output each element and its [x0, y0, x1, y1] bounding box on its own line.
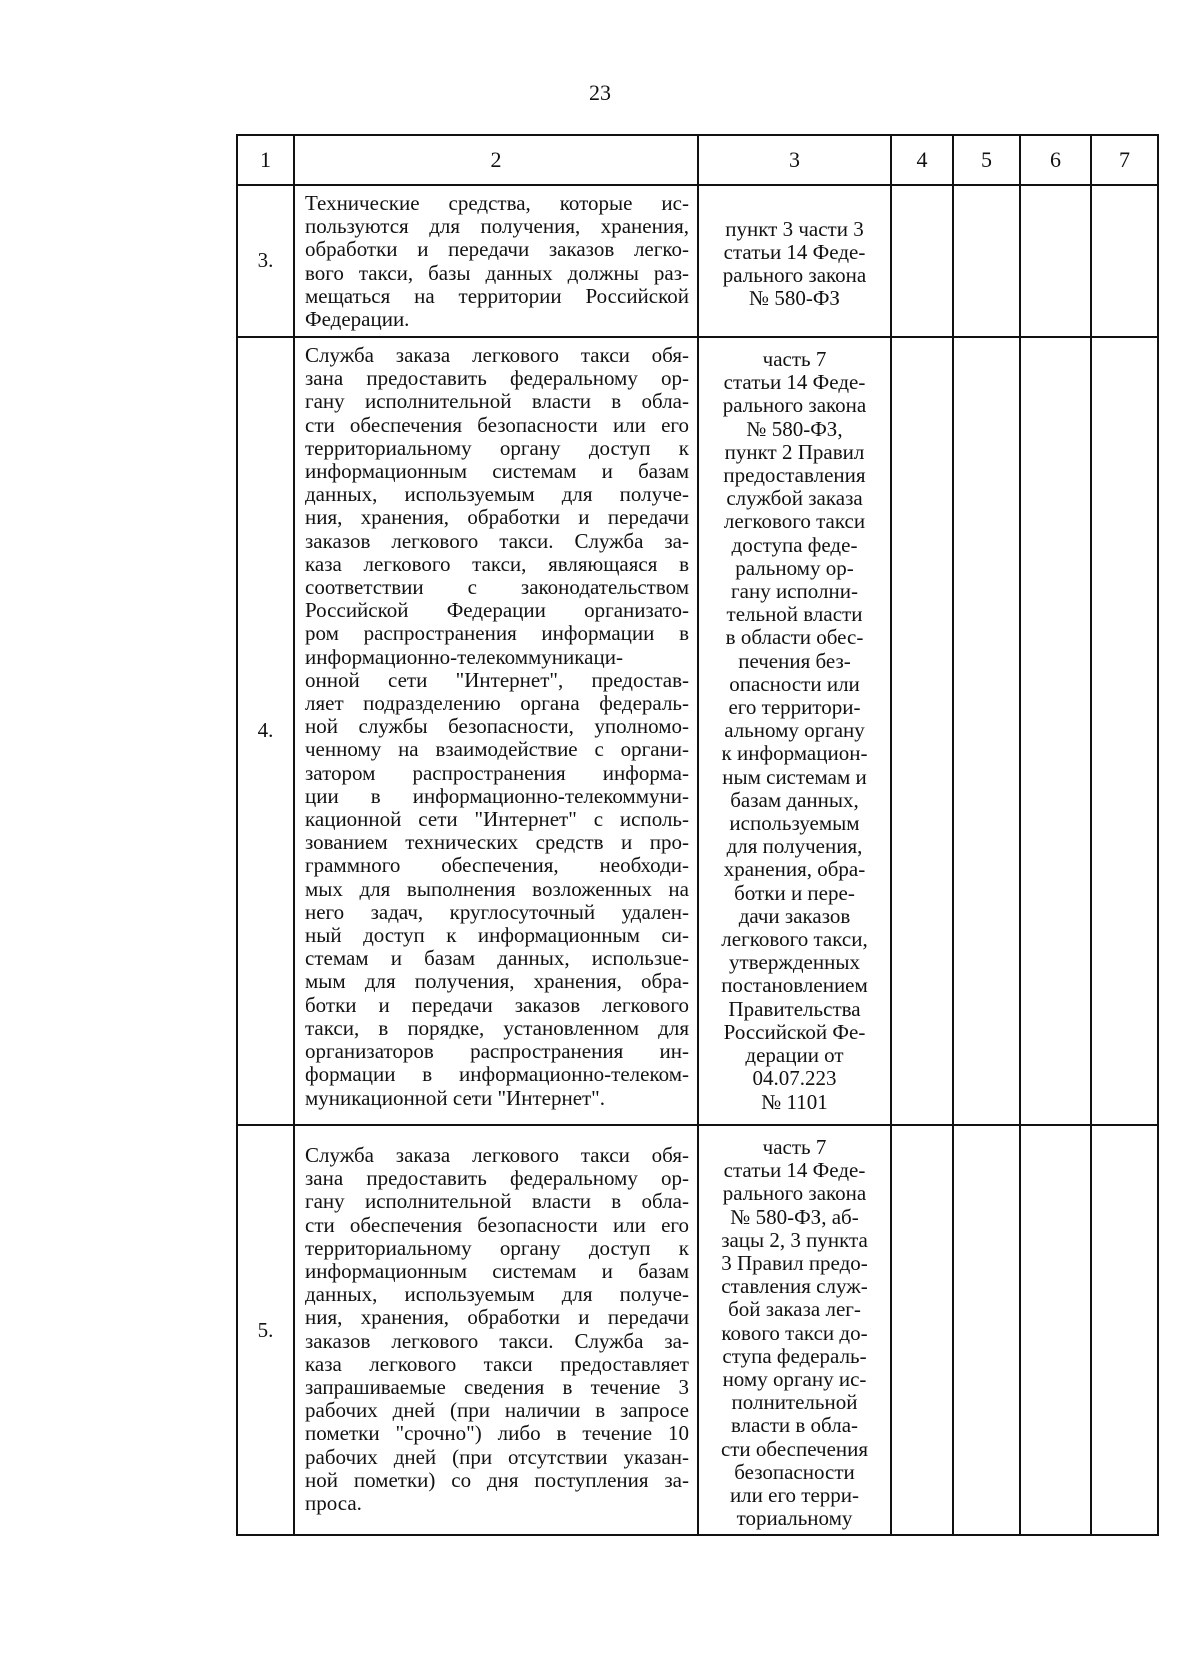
text-line: зана предоставить федеральному ор-	[305, 1166, 689, 1191]
text-line: ной пометки) со дня поступления за-	[305, 1467, 689, 1492]
text-line: каза легкового такси предоставляет	[305, 1351, 689, 1376]
empty-cell	[1020, 337, 1091, 1125]
text-line: доступа феде-	[731, 532, 858, 557]
text-line: ной службы безопасности, уполномо-	[305, 714, 689, 739]
text-line: к информацион-	[721, 741, 868, 766]
text-line: утвержденных	[729, 950, 860, 975]
empty-cell	[891, 337, 953, 1125]
text-line: рального закона	[722, 393, 867, 418]
text-line: используемым	[729, 811, 860, 836]
text-line: статьи 14 Феде-	[723, 1158, 866, 1183]
text-line: его территори-	[728, 695, 861, 720]
text-line: Правительства	[728, 996, 861, 1021]
text-line: Технические средства, которые ис-	[305, 191, 689, 215]
text-line: Федерации.	[305, 307, 410, 332]
text-line: формации в информационно-телеком-	[305, 1062, 689, 1087]
text-line: № 580-ФЗ	[749, 286, 840, 311]
text-line: часть 7	[762, 1135, 827, 1159]
text-line: 3 Правил предо-	[721, 1251, 868, 1276]
text-line: пометки "срочно") либо в течение 10	[305, 1421, 689, 1446]
text-line: 04.07.223	[752, 1066, 837, 1091]
text-line: Служба заказа легкового такси обя-	[305, 343, 689, 367]
text-line: мым для получения, хранения, обра-	[305, 969, 689, 994]
text-line: пользуются для получения, хранения,	[305, 214, 689, 239]
text-line: ступа федераль-	[722, 1343, 867, 1368]
text-line: Российской Фе-	[723, 1019, 866, 1044]
text-line: информационно-телекоммуникаци-	[305, 644, 623, 669]
text-line: безопасности	[734, 1459, 855, 1484]
text-line: ному органу ис-	[722, 1367, 867, 1392]
text-line: каза легкового такси, являющаяся в	[305, 551, 689, 576]
text-line: Служба заказа легкового такси обя-	[305, 1143, 689, 1167]
text-line: дерации от	[745, 1043, 844, 1068]
text-line: рального закона	[722, 1181, 867, 1206]
text-line: ный доступ к информационным си-	[305, 923, 689, 948]
table-row	[237, 337, 1158, 1125]
empty-cell	[1091, 1125, 1158, 1535]
text-line: часть 7	[762, 347, 827, 371]
text-line: ставления служ-	[721, 1274, 868, 1299]
empty-cell	[953, 185, 1020, 337]
text-line: ния, хранения, обработки и передачи	[305, 1305, 689, 1330]
text-line: заказов легкового такси. Служба за-	[305, 1328, 689, 1353]
text-line: ром распространения информации в	[305, 621, 689, 646]
text-line: полнительной	[731, 1390, 858, 1415]
text-line: кационной сети "Интернет" с исполь-	[305, 807, 689, 832]
text-line: соответствии с законодательством	[305, 575, 689, 600]
text-line: сти обеспечения безопасности или его	[305, 412, 689, 437]
requirement-text	[294, 337, 698, 1125]
text-line: данных, используемым для получе-	[305, 1282, 689, 1307]
text-line: хранения, обра-	[723, 857, 866, 882]
table-row	[237, 1125, 1158, 1535]
text-line: рабочих дней (при наличии в запросе	[305, 1398, 689, 1423]
text-line: в области обес-	[725, 625, 864, 650]
column-header: 4	[891, 135, 953, 185]
empty-cell	[1020, 185, 1091, 337]
text-line: печения без-	[738, 648, 851, 673]
text-line: проса.	[305, 1491, 362, 1516]
text-line: заказов легкового такси. Служба за-	[305, 528, 689, 553]
text-line: ции в информационно-телекоммуни-	[305, 783, 689, 808]
text-line: легкового такси	[723, 509, 866, 534]
text-line: зацы 2, 3 пункта	[721, 1227, 868, 1252]
empty-cell	[953, 1125, 1020, 1535]
text-line: альному органу	[724, 718, 865, 743]
text-line: стемам и базам данных, использue-	[305, 946, 689, 971]
text-line: информационным системам и базам	[305, 1259, 689, 1284]
text-line: предоставления	[723, 463, 866, 488]
text-line: запрашиваемые сведения в течение 3	[305, 1375, 689, 1400]
text-line: или его терри-	[729, 1483, 860, 1508]
empty-cell	[891, 1125, 953, 1535]
text-line: рального закона	[722, 263, 867, 287]
text-line: пункт 3 части 3	[725, 216, 864, 241]
text-line: территориальному органу доступ к	[305, 1235, 689, 1260]
text-line: ния, хранения, обработки и передачи	[305, 505, 689, 530]
text-line: информационным системам и базам	[305, 459, 689, 484]
text-line: гану исполнительной власти в обла-	[305, 1189, 689, 1214]
requirements-table	[236, 134, 1159, 1536]
text-line: кового такси до-	[721, 1320, 868, 1345]
row-number: 5.	[237, 1125, 294, 1535]
text-line: граммного обеспечения, необходи-	[305, 853, 689, 878]
text-line: легкового такси,	[721, 927, 868, 952]
text-line: опасности или	[729, 671, 860, 696]
legal-reference	[698, 337, 891, 1125]
text-line: мых для выполнения возложенных на	[305, 876, 689, 901]
text-line: статьи 14 Феде-	[723, 239, 866, 264]
text-line: онной сети "Интернет", предостав-	[305, 667, 689, 692]
text-line: муникационной сети "Интернет".	[305, 1085, 606, 1110]
row-number: 4.	[237, 337, 294, 1125]
page-number: 23	[589, 80, 611, 105]
text-line: затором распространения информа-	[305, 760, 689, 785]
text-line: территориальному органу доступ к	[305, 435, 689, 460]
empty-cell	[1091, 185, 1158, 337]
column-header: 5	[953, 135, 1020, 185]
text-line: ляет подразделению органа федераль-	[305, 691, 689, 716]
text-line: пункт 2 Правил	[724, 439, 865, 464]
text-line: организаторов распространения ин-	[305, 1039, 689, 1064]
text-line: гану исполнительной власти в обла-	[305, 389, 689, 414]
text-line: обработки и передачи заказов легко-	[305, 237, 689, 262]
text-line: дачи заказов	[738, 903, 851, 928]
legal-reference	[698, 185, 891, 337]
text-line: тельной власти	[726, 602, 863, 627]
text-line: сти обеспечения	[720, 1436, 869, 1461]
text-line: ченному на взаимодействие с органи-	[305, 737, 689, 762]
text-line: такси, в порядке, установленном для	[305, 1015, 689, 1040]
text-line: ральному ор-	[735, 555, 854, 580]
text-line: ным системам и	[722, 764, 867, 789]
text-line: рабочих дней (при отсутствии указан-	[305, 1444, 689, 1469]
text-line: власти в обла-	[730, 1413, 859, 1438]
empty-cell	[953, 337, 1020, 1125]
requirement-text	[294, 185, 698, 337]
text-line: постановлением	[721, 973, 868, 998]
text-line: № 1101	[761, 1089, 828, 1114]
text-line: ботки и пере-	[734, 880, 855, 905]
row-number: 3.	[237, 185, 294, 337]
empty-cell	[1091, 337, 1158, 1125]
column-header: 6	[1020, 135, 1091, 185]
empty-cell	[891, 185, 953, 337]
text-line: для получения,	[726, 834, 863, 859]
column-header: 3	[698, 135, 891, 185]
text-line: № 580-ФЗ, аб-	[730, 1204, 859, 1229]
text-line: него задач, круглосуточный удален-	[305, 899, 689, 924]
text-line: сти обеспечения безопасности или его	[305, 1212, 689, 1237]
text-line: данных, используемым для получе-	[305, 482, 689, 507]
text-line: зана предоставить федеральному ор-	[305, 366, 689, 391]
text-line: базам данных,	[730, 787, 859, 812]
empty-cell	[1020, 1125, 1091, 1535]
table-row	[237, 185, 1158, 337]
text-line: мещаться на территории Российской	[305, 283, 689, 308]
text-line: ториальному	[736, 1506, 853, 1531]
legal-reference	[698, 1125, 891, 1535]
column-header: 7	[1091, 135, 1158, 185]
text-line: ботки и передачи заказов легкового	[305, 992, 689, 1017]
text-line: зованием технических средств и про-	[305, 830, 689, 855]
column-header: 1	[237, 135, 294, 185]
text-line: статьи 14 Феде-	[723, 370, 866, 395]
text-line: гану исполни-	[731, 579, 858, 604]
text-line: № 580-ФЗ,	[746, 416, 843, 441]
column-header: 2	[294, 135, 698, 185]
text-line: вого такси, базы данных должны раз-	[305, 260, 689, 285]
requirement-text	[294, 1125, 698, 1535]
text-line: Российской Федерации организато-	[305, 598, 689, 623]
text-line: службой заказа	[726, 486, 863, 511]
table-header-row	[237, 135, 1158, 185]
text-line: бой заказа лег-	[728, 1297, 861, 1322]
